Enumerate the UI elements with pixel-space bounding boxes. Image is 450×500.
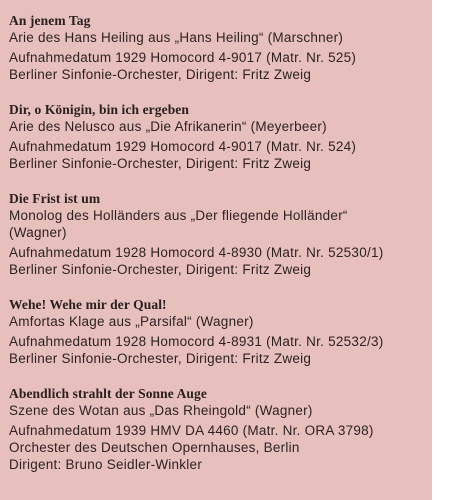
track-entry	[9, 296, 432, 367]
track-description: Arie des Nelusco aus „Die Afrikanerin“ (Meyerbeer)	[9, 119, 327, 134]
track-entry	[9, 190, 432, 278]
performer-info: Berliner Sinfonie-Orchester, Dirigent: Fritz Zweig	[9, 67, 312, 82]
page-edge	[432, 0, 450, 500]
track-description: Monolog des Holländers aus „Der fliegende Holländer“	[9, 208, 348, 223]
track-title: Abendlich strahlt der Sonne Auge	[9, 386, 207, 401]
performer-info: Orchester des Deutschen Opernhauses, Berlin	[9, 440, 300, 455]
track-description: Arie des Hans Heiling aus „Hans Heiling“ (Marschner)	[9, 30, 344, 45]
conductor-info: Dirigent: Bruno Seidler-Winkler	[9, 457, 203, 472]
track-entry	[9, 385, 432, 473]
performer-info: Berliner Sinfonie-Orchester, Dirigent: Fritz Zweig	[9, 156, 312, 171]
track-entry	[9, 12, 432, 83]
recording-info: Aufnahmedatum 1928 Homocord 4-8930 (Matr. Nr. 52530/1)	[9, 245, 384, 260]
recording-info: Aufnahmedatum 1929 Homocord 4-9017 (Matr. Nr. 524)	[9, 139, 357, 154]
track-description: Szene des Wotan aus „Das Rheingold“ (Wagner)	[9, 403, 313, 418]
performer-info: Berliner Sinfonie-Orchester, Dirigent: Fritz Zweig	[9, 351, 312, 366]
recording-info: Aufnahmedatum 1928 Homocord 4-8931 (Matr. Nr. 52532/3)	[9, 334, 384, 349]
track-description: Amfortas Klage aus „Parsifal“ (Wagner)	[9, 314, 254, 329]
track-title: Dir, o Königin, bin ich ergeben	[9, 102, 189, 117]
performer-info: Berliner Sinfonie-Orchester, Dirigent: Fritz Zweig	[9, 262, 312, 277]
track-description-cont: (Wagner)	[9, 225, 67, 240]
recording-info: Aufnahmedatum 1929 Homocord 4-9017 (Matr. Nr. 525)	[9, 50, 357, 65]
track-title: Die Frist ist um	[9, 191, 101, 206]
track-entry	[9, 101, 432, 172]
recording-info: Aufnahmedatum 1939 HMV DA 4460 (Matr. Nr. ORA 3798)	[9, 423, 374, 438]
track-title: Wehe! Wehe mir der Qual!	[9, 297, 167, 312]
track-title: An jenem Tag	[9, 13, 91, 28]
